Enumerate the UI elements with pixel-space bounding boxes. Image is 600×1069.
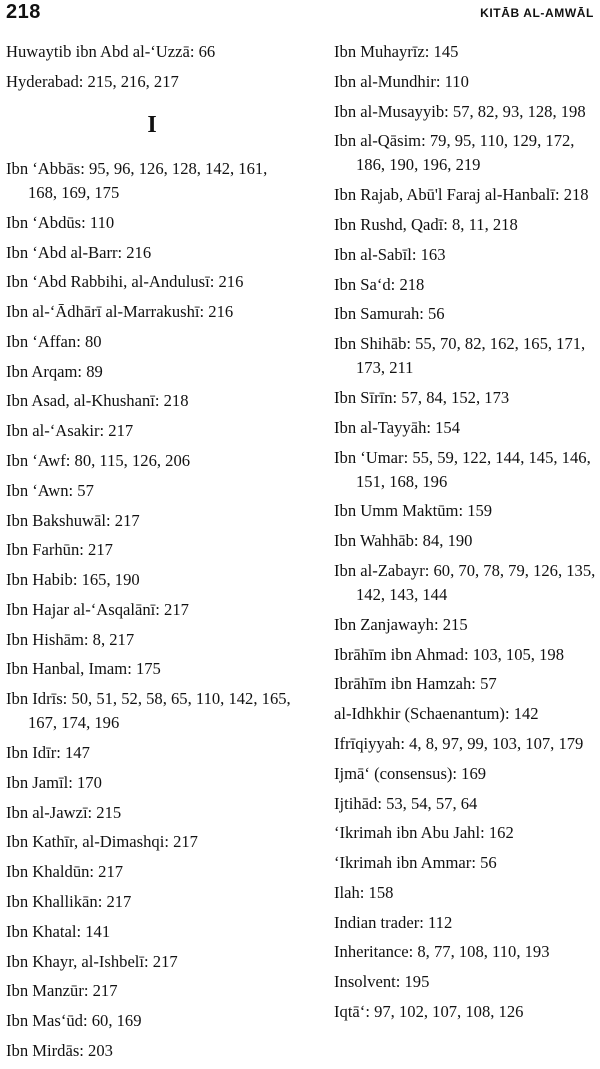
index-entry: Ibn Sa‘d: 218: [334, 274, 425, 294]
index-entry: Ibn Umm Maktūm: 159: [334, 501, 493, 521]
index-entry: Ibn Sīrīn: 57, 84, 152, 173: [334, 388, 510, 407]
index-entry: Ibn Hishām: 8, 217: [6, 629, 135, 649]
index-entry: Ibrāhīm ibn Hamzah: 57: [334, 674, 497, 694]
index-column-left: [6, 40, 298, 1069]
index-entry: Ibn Idrīs: 50, 51, 52, 58, 65, 110, 142, 165, 167, 174, 196: [6, 689, 291, 733]
index-entry: Ilah: 158: [334, 882, 394, 902]
index-entry: Ibn Farhūn: 217: [6, 540, 113, 560]
page-number: 218: [6, 1, 41, 23]
index-entry: Ibn Mas‘ūd: 60, 169: [6, 1011, 142, 1031]
index-entry: Ibn ‘Abbās: 95, 96, 126, 128, 142, 161, 168, 169, 175: [6, 158, 268, 202]
index-entry: Ibn ‘Awf: 80, 115, 126, 206: [6, 451, 191, 470]
index-entry: Ibn Arqam: 89: [6, 361, 103, 381]
index-entry: Ibn Jamīl: 170: [6, 772, 102, 792]
index-entry: Ibn Khallikān: 217: [6, 892, 132, 912]
index-entry: Ibn ‘Umar: 55, 59, 122, 144, 145, 146, 151, 168, 196: [334, 447, 591, 491]
index-entry: Hyderabad: 215, 216, 217: [6, 71, 179, 91]
page-header: [0, 0, 600, 30]
index-entry: Ibn Mirdās: 203: [6, 1040, 113, 1060]
index-entry: Ibrāhīm ibn Ahmad: 103, 105, 198: [334, 644, 564, 664]
index-entry: Ibn Rajab, Abū'l Faraj al-Hanbalī: 218: [334, 185, 589, 205]
entries-before-section: [6, 40, 298, 94]
index-entry: Iqtā‘: 97, 102, 107, 108, 126: [334, 1002, 524, 1022]
index-entry: Ibn Hanbal, Imam: 175: [6, 659, 161, 679]
index-entry: Ibn Kathīr, al-Dimashqi: 217: [6, 832, 198, 852]
index-entry: Ibn al-Zabayr: 60, 70, 78, 79, 126, 135, 142, 143, 144: [334, 561, 596, 605]
index-entry: Ibn al-Mundhir: 110: [334, 71, 469, 91]
index-entry: al-Idhkhir (Schaenantum): 142: [334, 704, 539, 724]
index-entry: Ibn Rushd, Qadī: 8, 11, 218: [334, 215, 518, 234]
index-entry: Ibn Asad, al-Khushanī: 218: [6, 391, 189, 411]
index-entry: ‘Ikrimah ibn Ammar: 56: [334, 853, 497, 873]
index-entry: Ibn Bakshuwāl: 217: [6, 510, 140, 530]
index-entry: Ibn Shihāb: 55, 70, 82, 162, 165, 171, 173, 211: [334, 334, 586, 378]
running-head: KITĀB AL-AMWĀL: [480, 6, 594, 20]
index-entry: Ibn al-Musayyib: 57, 82, 93, 128, 198: [334, 101, 586, 121]
index-entry: Ibn Zanjawayh: 215: [334, 614, 468, 634]
index-entry: Ibn Khaldūn: 217: [6, 862, 124, 882]
index-entry: Ibn ‘Affan: 80: [6, 331, 102, 351]
index-entry: Ibn Muhayrīz: 145: [334, 42, 459, 61]
index-entry: Ibn al-Jawzī: 215: [6, 802, 122, 822]
index-entry: Indian trader: 112: [334, 912, 453, 932]
index-entry: Ibn Khayr, al-Ishbelī: 217: [6, 951, 178, 971]
index-entry: Ibn Hajar al-‘Asqalānī: 217: [6, 599, 189, 619]
index-entry: Ibn Khatal: 141: [6, 921, 111, 941]
entries-section-i: [6, 157, 298, 1063]
index-entry: Ijtihād: 53, 54, 57, 64: [334, 793, 478, 813]
index-entry: Ibn Wahhāb: 84, 190: [334, 531, 473, 551]
index-entry: Ibn ‘Abdūs: 110: [6, 212, 115, 232]
index-entry: Ibn al-Tayyāh: 154: [334, 417, 461, 437]
index-entry: Ibn al-Sabīl: 163: [334, 244, 446, 264]
index-entry: Ibn al-Qāsim: 79, 95, 110, 129, 172, 186, 190, 196, 219: [334, 131, 575, 175]
index-entry: Ibn ‘Awn: 57: [6, 480, 94, 500]
index-entry: Insolvent: 195: [334, 972, 430, 992]
index-entry: Ibn Manzūr: 217: [6, 981, 118, 1001]
index-entry: Ibn al-‘Asakir: 217: [6, 421, 134, 441]
index-entry: Ibn Habib: 165, 190: [6, 570, 140, 590]
index-entry: Ijmā‘ (consensus): 169: [334, 763, 487, 783]
index-entry: Ibn Samurah: 56: [334, 304, 445, 324]
index-entry: Ifrīqiyyah: 4, 8, 97, 99, 103, 107, 179: [334, 734, 584, 753]
index-entry: Ibn al-‘Ādhārī al-Marrakushī: 216: [6, 302, 234, 322]
index-entry: Ibn ‘Abd Rabbihi, al-Andulusī: 216: [6, 272, 244, 292]
index-column-right: [334, 40, 596, 1030]
index-entry: Ibn Idīr: 147: [6, 743, 90, 763]
index-entry: ‘Ikrimah ibn Abu Jahl: 162: [334, 823, 514, 843]
index-entry: Huwaytib ibn Abd al-‘Uzzā: 66: [6, 42, 216, 61]
section-letter: I: [147, 111, 157, 138]
index-entry: Ibn ‘Abd al-Barr: 216: [6, 242, 152, 262]
entries-right: [334, 40, 596, 1024]
index-entry: Inheritance: 8, 77, 108, 110, 193: [334, 942, 550, 962]
